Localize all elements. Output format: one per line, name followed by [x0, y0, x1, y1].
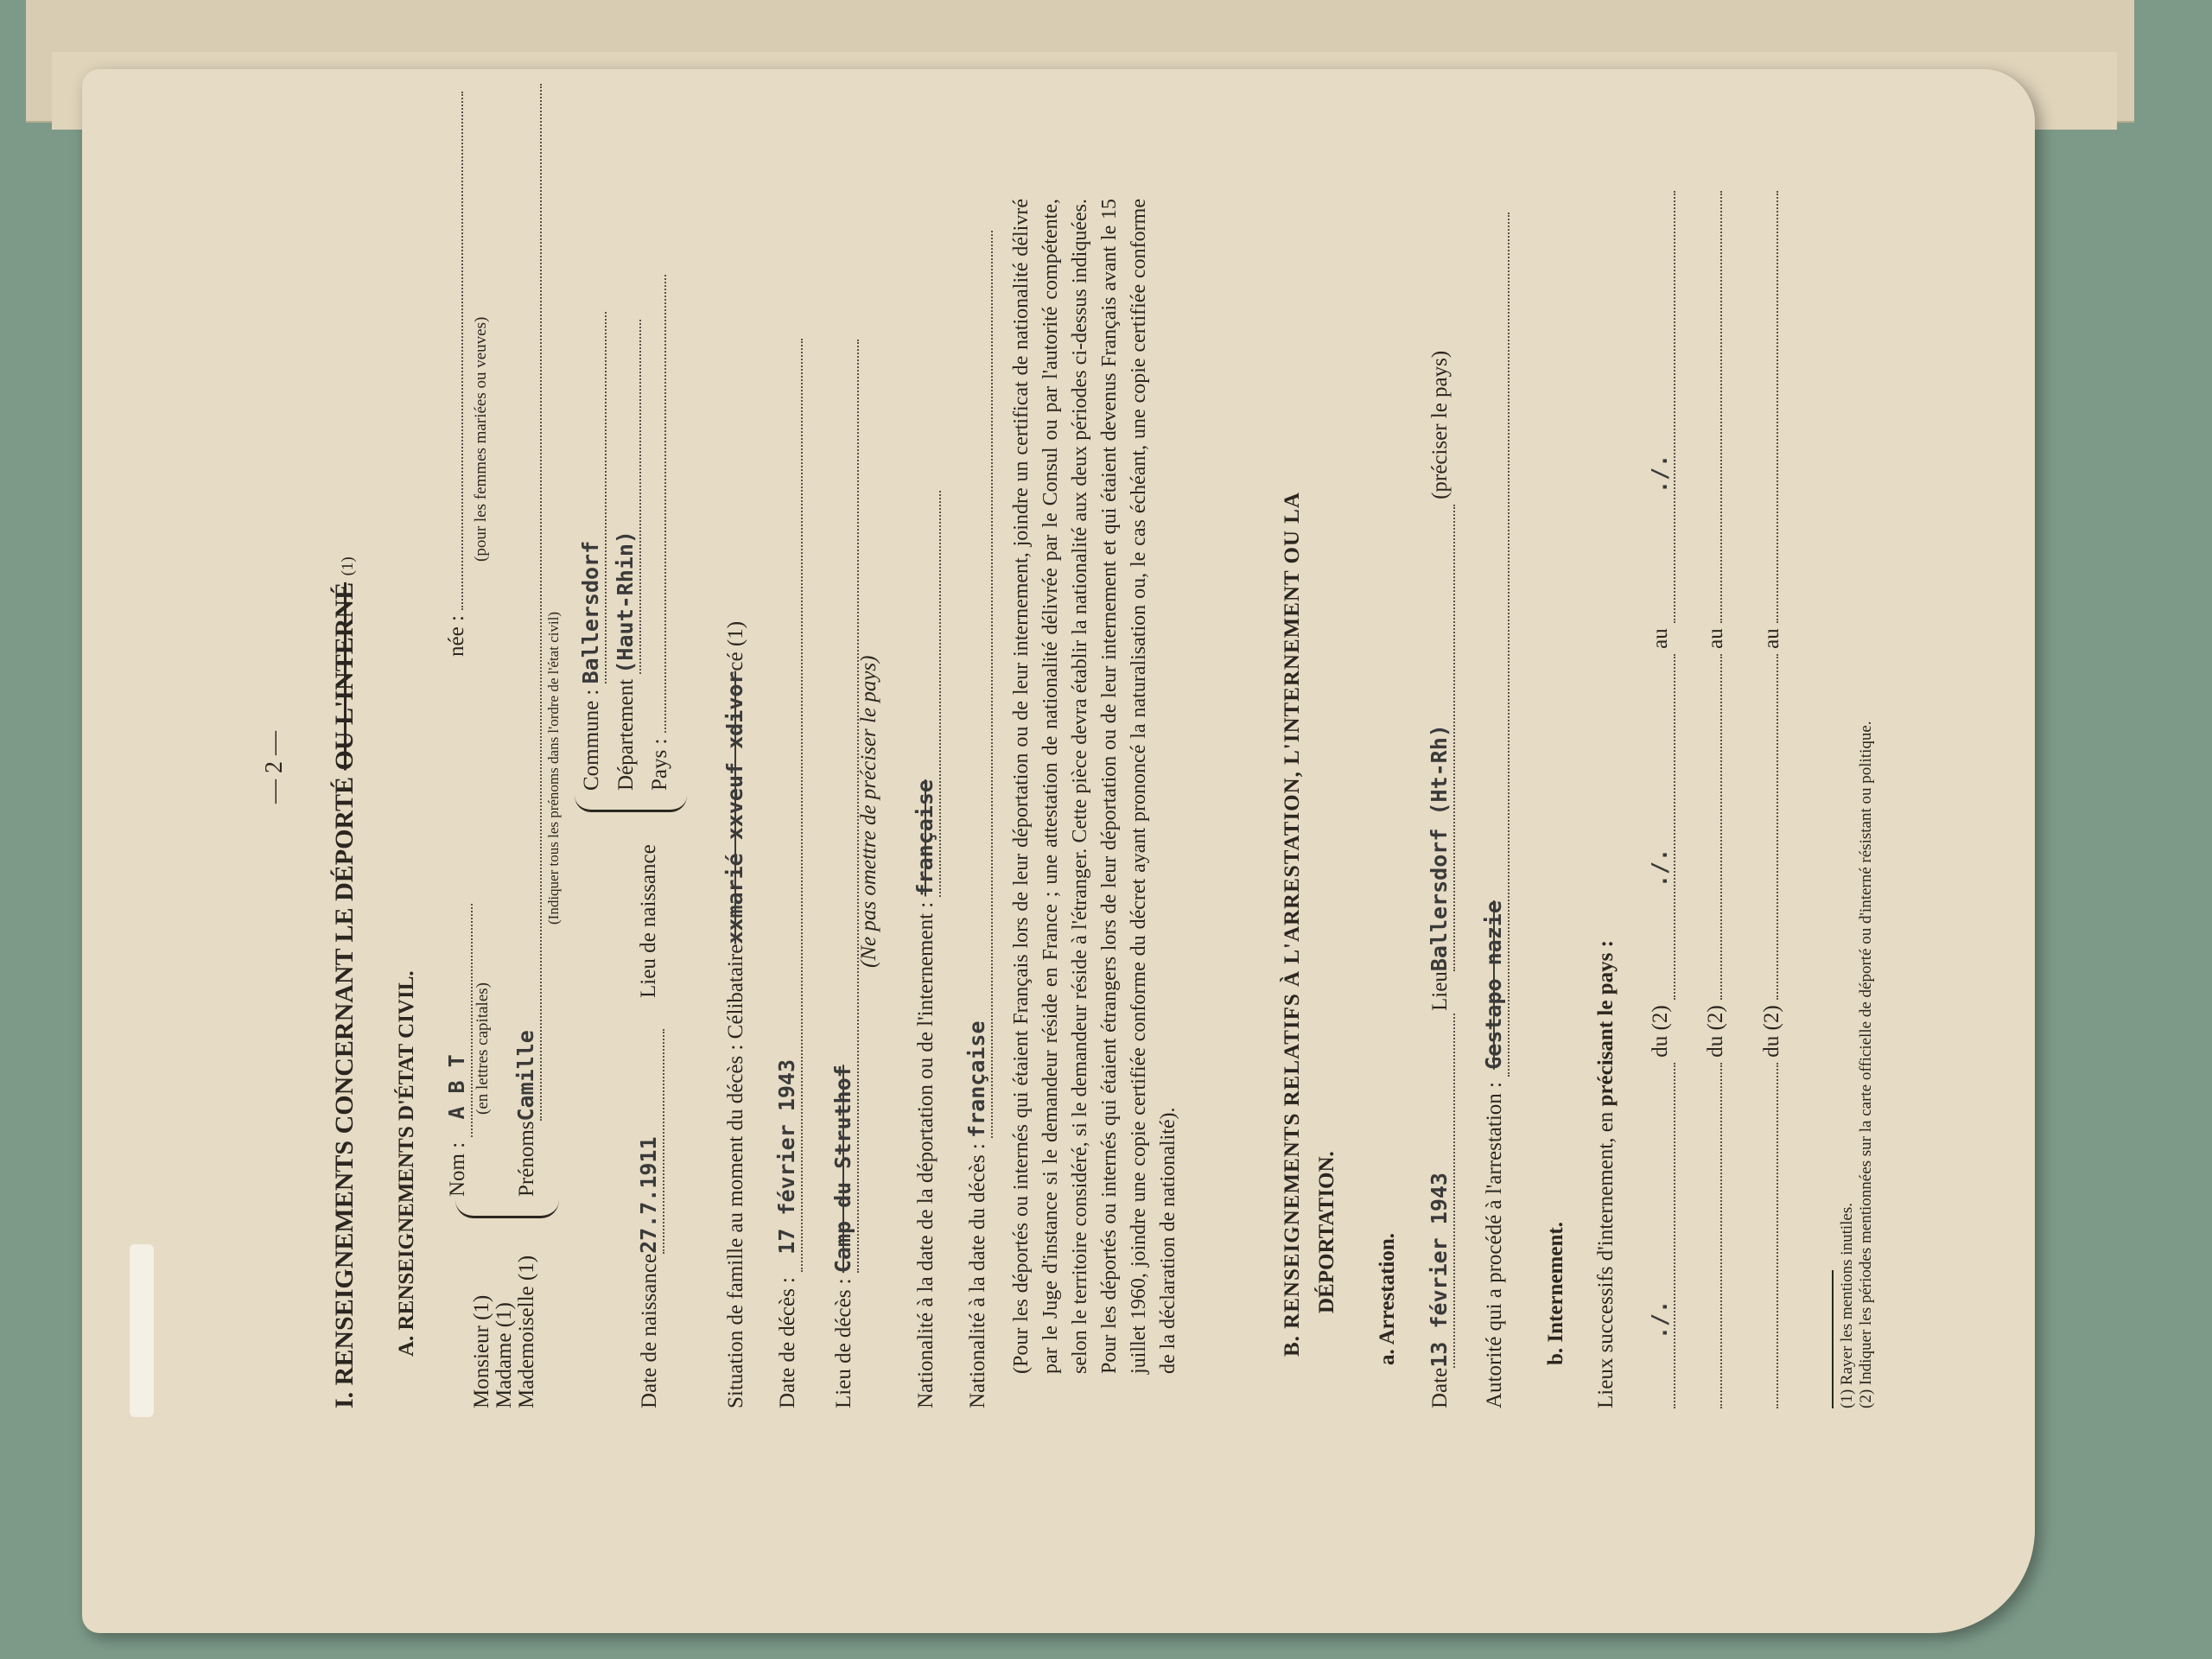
pays-label: Pays : — [648, 738, 671, 791]
internment-row — [1646, 191, 1675, 1408]
nationality-instructions-text: (Pour les déportés ou internés qui étaient Français lors de leur déportation ou de leur internement, joindre un certificat de nationalité délivré par le Juge d'instance si le demandeur réside en France ; une attestation de nationalité délivrée par le Consul ou par l'autorité compétente, selon le territoire considéré, si le demandeur réside à l'étranger. Cette pièce devra établir la nationalité aux deux périodes ci-dessus indiquées. Pour les déportés ou internés qui étaient étrangers lors de leur déportation ou de leur internement et qui étaient devenus Français avant le 15 juillet 1960, joindre une copie certifiée conforme du décret ayant prononcé la naturalisation ou, le cas échéant, une copie certifiée conforme de la déclaration de nationalité). — [1010, 199, 1179, 1374]
prenoms-label: Prénoms — [515, 1121, 538, 1197]
situation-struck: xxmarié xxveuf xdivor — [722, 671, 747, 944]
section-i-title — [328, 556, 361, 1408]
death-place-hint: (Ne pas omettre de préciser le pays) — [857, 655, 880, 968]
death-date-line — [773, 339, 803, 1408]
pays-line — [646, 275, 673, 791]
situation-line — [721, 621, 749, 1408]
prenoms-hint: (Indiquer tous les prénoms dans l'ordre de l'état civil) — [545, 611, 562, 925]
binder-clip — [130, 1244, 154, 1417]
nom-hint: (en lettres capitales) — [474, 982, 492, 1115]
footnote-rule — [1832, 1270, 1834, 1408]
commune-line — [577, 312, 607, 791]
nationality-deportation-line — [912, 491, 941, 1408]
nom-line — [443, 904, 473, 1197]
arrestation-title: a. Arrestation. — [1376, 1233, 1399, 1365]
prenoms-value: Camille — [513, 1030, 538, 1122]
internment-row-au-value — [1777, 191, 1778, 623]
civility-madame: Madame (1) — [493, 1302, 516, 1408]
internment-row-du-label: du (2) — [1704, 1005, 1727, 1058]
nee-label: née : — [445, 615, 468, 657]
section-b-title-line1: B. RENSEIGNEMENTS RELATIFS À L'ARRESTATION, L'INTERNEMENT OU LA — [1281, 492, 1304, 1357]
nom-label: Nom : — [446, 1141, 469, 1197]
internment-row-au-label: au — [1760, 628, 1783, 649]
civility-monsieur: Monsieur (1) — [470, 1294, 493, 1408]
footnote-2: (2) Indiquer les périodes mentionnées sur la carte officielle de déporté ou d'interné résistant ou politique. — [1857, 721, 1875, 1408]
arrest-place-value: Ballersdorf (Ht-Rh) — [1427, 724, 1452, 972]
internment-places-label: Lieux successifs d'internement, en — [1594, 1111, 1618, 1408]
arrest-authority-value: Gestapo nazie — [1481, 900, 1506, 1070]
arrest-authority-label: Autorité qui a procédé à l'arrestation : — [1483, 1082, 1506, 1408]
internment-row-du-value — [1720, 654, 1722, 1000]
internment-row-place — [1777, 1063, 1778, 1408]
internment-row-place — [1720, 1063, 1722, 1408]
section-b-title-line2: DÉPORTATION. — [1315, 1151, 1338, 1313]
arrest-place-line — [1426, 351, 1455, 1011]
arrest-date-value: 13 février 1943 — [1427, 1173, 1452, 1368]
commune-label: Commune : — [580, 689, 603, 791]
footnote-1: (1) Rayer les mentions inutiles. — [1838, 1203, 1856, 1408]
arrest-authority-line — [1480, 213, 1510, 1408]
nationality-deportation-value: française — [912, 779, 938, 897]
birth-date-value: 27.7.1911 — [636, 1136, 661, 1254]
internment-row-du-value — [1777, 654, 1778, 1000]
internement-title: b. Internement. — [1544, 1222, 1567, 1365]
section-a-title: A. RENSEIGNEMENTS D'ÉTAT CIVIL. — [395, 970, 418, 1357]
internment-row-du-label: du (2) — [1760, 1005, 1783, 1058]
civility-brace — [455, 1200, 559, 1218]
nationality-instructions — [1007, 199, 1183, 1374]
nee-line — [443, 92, 470, 657]
birth-date-label: Date de naissance — [638, 1253, 661, 1408]
nee-hint: (pour les femmes mariées ou veuves) — [472, 316, 490, 562]
internment-places-label-bold: précisant le pays : — [1594, 940, 1618, 1107]
nationality-death-line — [963, 231, 993, 1408]
birth-place-label: Lieu de naissance — [637, 844, 660, 998]
internment-row-du-label: du (2) — [1649, 1005, 1672, 1058]
commune-value: Ballersdorf — [578, 540, 603, 684]
internment-row — [1702, 191, 1729, 1408]
civility-mademoiselle: Mademoiselle (1) — [515, 1255, 538, 1408]
internment-row-au-label: au — [1649, 628, 1672, 649]
internment-places-label-line — [1592, 940, 1619, 1408]
departement-line — [612, 320, 641, 791]
arrest-place-label: Lieu — [1428, 971, 1452, 1011]
internment-row — [1758, 191, 1785, 1408]
prenoms-line — [512, 85, 542, 1198]
death-date-label: Date de décès : — [776, 1276, 799, 1408]
nom-value: A B T — [444, 1054, 469, 1120]
footnotes — [1838, 721, 1876, 1408]
section-i-title-main: I. RENSEIGNEMENTS CONCERNANT LE DÉPORTÉ — [330, 776, 359, 1408]
arrest-date-line — [1426, 1014, 1455, 1408]
nationality-death-value: française — [964, 1020, 989, 1138]
rotated-form — [212, 9, 2139, 1529]
birth-place-brace — [575, 796, 687, 812]
internment-row-du-value: ./. — [1647, 848, 1672, 888]
internment-row-place: ./. — [1647, 1300, 1672, 1339]
nationality-deportation-label: Nationalité à la date de la déportation ou de l'internement : — [914, 901, 938, 1408]
death-place-value: Camp du Struthof — [830, 1065, 855, 1274]
civility-list — [471, 1255, 538, 1408]
internment-row-au-value — [1720, 191, 1722, 623]
departement-label: Département — [614, 678, 638, 791]
death-place-label: Lieu de décès : — [832, 1278, 855, 1408]
section-i-note: (1) — [339, 556, 357, 576]
departement-value: (Haut-Rhin) — [613, 531, 638, 674]
page-number: — 2 — — [261, 731, 288, 804]
birth-date-line — [635, 1029, 664, 1408]
situation-end: cé (1) — [724, 620, 747, 671]
arrest-date-label: Date — [1428, 1367, 1452, 1408]
internment-row-au-value: ./. — [1647, 454, 1672, 493]
internment-row-au-label: au — [1704, 628, 1727, 649]
arrest-place-hint: (préciser le pays) — [1428, 350, 1452, 499]
nationality-death-label: Nationalité à la date du décès : — [966, 1143, 989, 1408]
situation-label: Situation de famille au moment du décès : Célibataire — [724, 944, 747, 1408]
death-date-value: 17 février 1943 — [774, 1058, 799, 1255]
section-i-title-struck: OU L'INTERNÉ — [330, 582, 359, 771]
